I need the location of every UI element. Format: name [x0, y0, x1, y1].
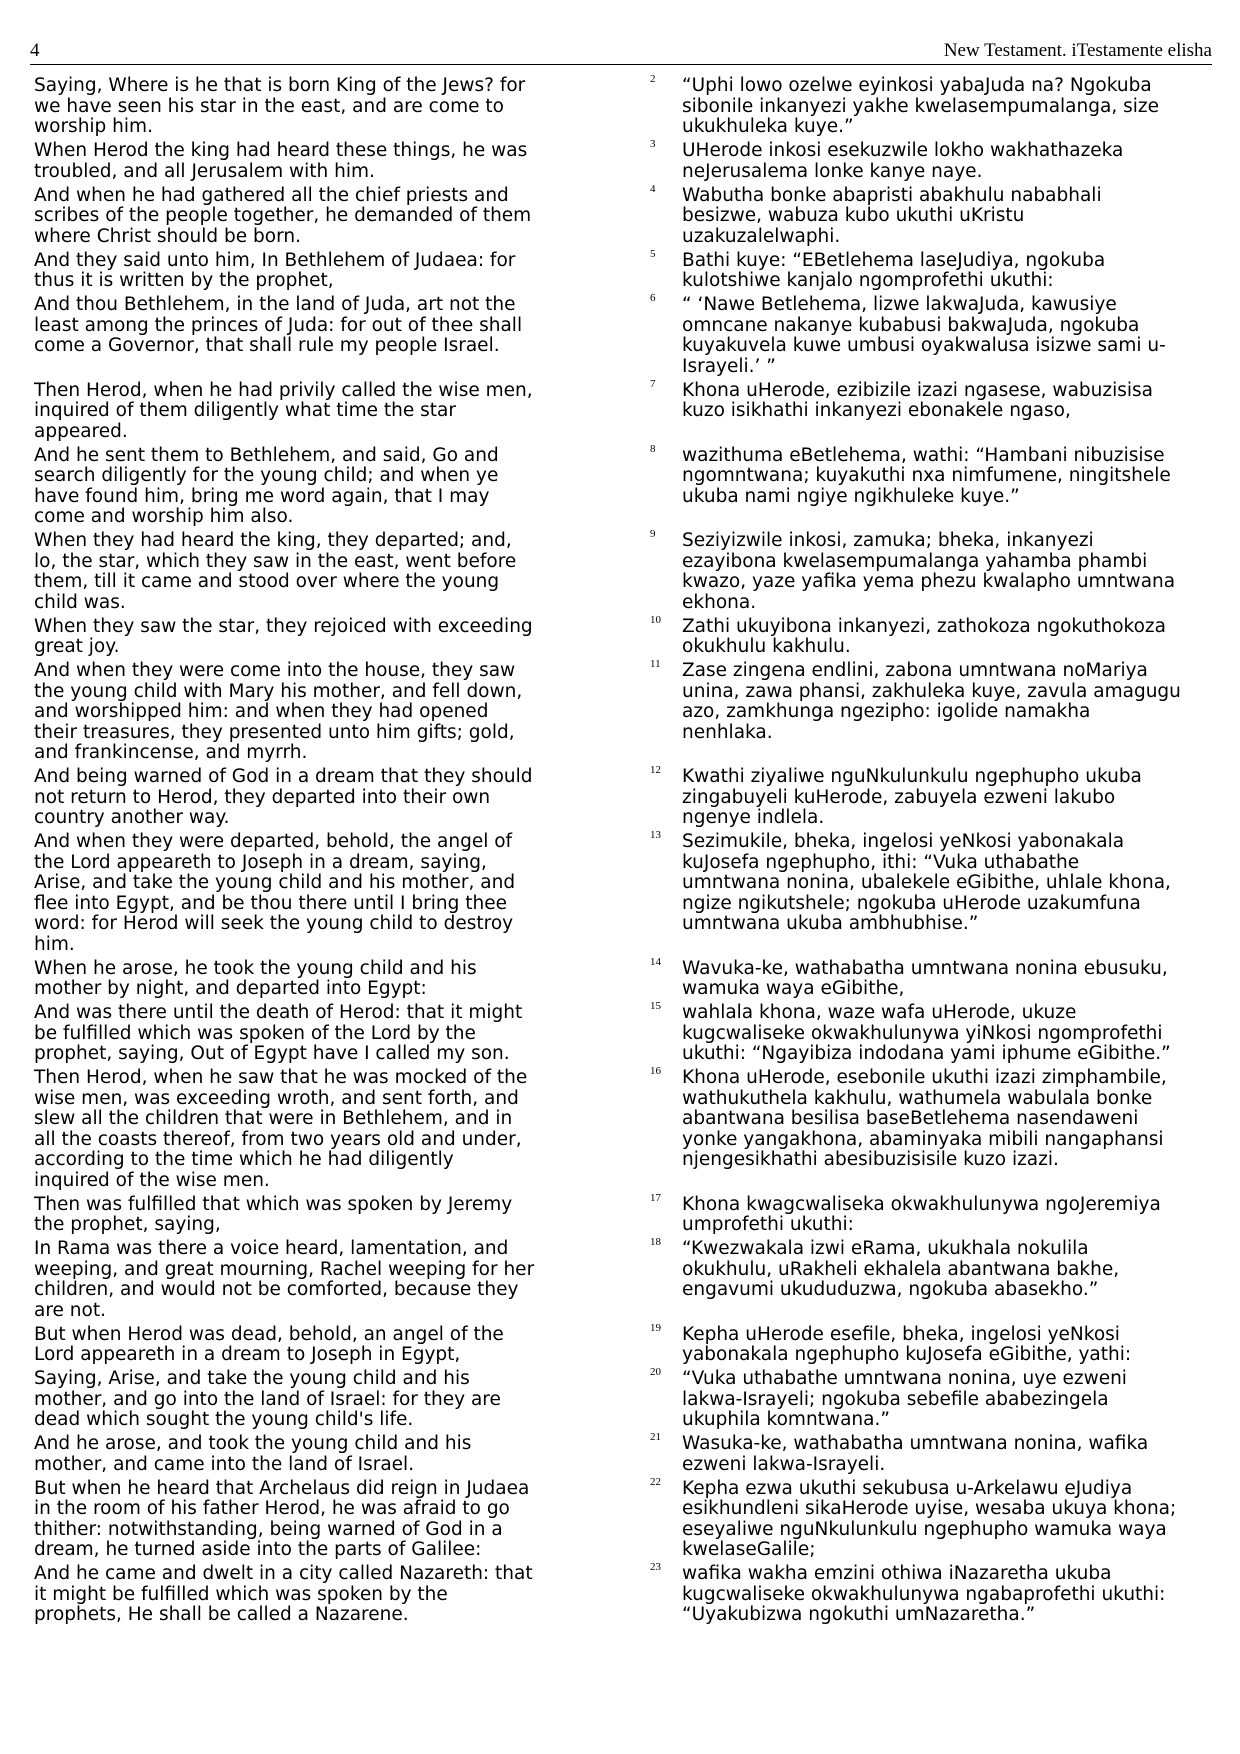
zulu-verse-text	[682, 832, 1222, 935]
english-text-line: their treasures, they presented unto him gifts; gold,	[34, 721, 515, 743]
zulu-text-line: Wabutha bonke abapristi abakhulu nababhali	[682, 184, 1102, 206]
verse-number: 13	[650, 829, 661, 841]
zulu-text-line: eseyaliwe nguNkulunkulu ngephupho wamuka waya	[682, 1518, 1167, 1540]
zulu-text-line: Seziyizwile inkosi, zamuka; bheka, inkanyezi	[682, 530, 1094, 551]
english-text-line: not return to Herod, they departed into their own	[34, 786, 491, 808]
zulu-verse-text	[682, 141, 1222, 182]
zulu-text-line: unina, zawa phansi, zakhuleka kuye, zavula amagugu	[682, 680, 1181, 702]
english-text-line: the young child with Mary his mother, and fell down,	[34, 680, 523, 702]
english-text-line: weeping, and great mourning, Rachel weeping for her	[34, 1258, 535, 1280]
english-text-line: slew all the children that were in Bethlehem, and in	[34, 1108, 513, 1129]
english-text-line: inquired of the wise men.	[34, 1169, 270, 1191]
english-verse-text	[34, 959, 632, 1000]
english-text-line: When he arose, he took the young child and his	[34, 957, 477, 979]
zulu-text-line: Wasuka-ke, wathabatha umntwana nonina, wafika	[682, 1433, 1149, 1454]
english-text-line: And when he had gathered all the chief priests and	[34, 184, 509, 206]
english-verse-text	[34, 1325, 632, 1366]
english-text-line: And they said unto him, In Bethlehem of Judaea: for	[34, 249, 516, 271]
verse-number: 20	[650, 1366, 661, 1378]
zulu-text-line: omncane nakanye kubabusi bakwaJuda, ngokuba	[682, 314, 1140, 336]
zulu-verse-text	[682, 767, 1222, 829]
zulu-text-line: umntwana ukuba ambhubhise.”	[682, 913, 979, 934]
english-text-line: we have seen his star in the east, and are come to	[34, 95, 504, 117]
zulu-verse-text	[682, 446, 1222, 508]
zulu-text-line: lakwa-Israyeli; ngokuba sebefile ababezingela	[682, 1388, 1109, 1410]
zulu-verse-text	[682, 1325, 1222, 1366]
zulu-text-line: esikhundleni sikaHerode uyise, wesaba ukuya khona;	[682, 1498, 1177, 1519]
zulu-verse-text	[682, 1369, 1222, 1431]
english-text-line: thus it is written by the prophet,	[34, 270, 334, 291]
english-verse-text	[34, 446, 632, 528]
zulu-verse-text	[682, 1564, 1222, 1626]
zulu-text-line: kuzo isikhathi inkanyezi ebonakele ngaso,	[682, 400, 1071, 421]
zulu-text-line: Sezimukile, bheka, ingelosi yeNkosi yabonakala	[682, 831, 1125, 852]
zulu-text-line: ukukhuleka kuye.”	[682, 116, 854, 137]
zulu-text-line: wathukuthela kakhulu, wathumela wabulala bonke	[682, 1087, 1153, 1109]
english-text-line: And being warned of God in a dream that they should	[34, 766, 533, 787]
english-verse-text	[34, 832, 632, 955]
verse-number: 10	[650, 613, 661, 626]
english-text-line: Arise, and take the young child and his mother, and	[34, 872, 516, 893]
zulu-verse-text	[682, 1479, 1222, 1561]
zulu-text-line: “Vuka uthabathe umntwana nonina, uye ezweni	[682, 1368, 1127, 1389]
zulu-text-line: Kepha ezwa ukuthi sekubusa u-Arkelawu eJudiya	[682, 1477, 1133, 1499]
zulu-text-line: Kwathi ziyaliwe nguNkulunkulu ngephupho ukuba	[682, 766, 1142, 787]
zulu-text-line: sibonile inkanyezi yakhe kwelasempumalanga, size	[682, 95, 1159, 117]
english-text-line: And thou Bethlehem, in the land of Juda, art not the	[34, 294, 516, 315]
zulu-text-line: umntwana nonina, ubalekele eGibithe, uhlale khona,	[682, 872, 1171, 893]
zulu-text-line: wahlala khona, waze wafa uHerode, ukuze	[682, 1002, 1077, 1023]
zulu-verse-text	[682, 617, 1222, 658]
zulu-text-line: ukuba nami ngiye ngikhuleke kuye.”	[682, 485, 1020, 507]
english-verse-text	[34, 1479, 632, 1561]
english-text-line: are not.	[34, 1299, 106, 1321]
english-verse-text	[34, 251, 632, 292]
english-verse-text	[34, 1369, 632, 1431]
zulu-text-line: kwelaseGalile;	[682, 1539, 816, 1560]
english-text-line: flee into Egypt, and be thou there until I bring thee	[34, 892, 507, 914]
zulu-text-line: ngenye indlela.	[682, 807, 825, 828]
verse-number: 7	[650, 377, 656, 390]
english-verse-text	[34, 76, 632, 138]
english-verse-text	[34, 295, 632, 357]
english-text-line: mother, and came into the land of Israel.	[34, 1453, 415, 1475]
english-text-line: and frankincense, and myrrh.	[34, 742, 308, 763]
english-text-line: Lord appeareth in a dream to Joseph in Egypt,	[34, 1344, 461, 1365]
verse-number: 5	[650, 247, 656, 260]
zulu-verse-text	[682, 251, 1222, 292]
zulu-text-line: kuyakuvela kuwe umbusi oyakwalusa isizwe sami u-	[682, 335, 1166, 356]
english-text-line: country another way.	[34, 807, 230, 828]
english-text-line: In Rama was there a voice heard, lamentation, and	[34, 1238, 509, 1259]
zulu-text-line: kugcwaliseke okwakhulunywa ngabaprofethi ukuthi:	[682, 1583, 1166, 1605]
zulu-verse-text	[682, 1239, 1222, 1301]
english-text-line: And he arose, and took the young child and his	[34, 1433, 472, 1454]
zulu-text-line: ukuphila komntwana.”	[682, 1409, 890, 1430]
english-verse-text	[34, 531, 632, 613]
zulu-verse-text	[682, 295, 1222, 377]
english-text-line: Saying, Where is he that is born King of the Jews? for	[34, 75, 526, 96]
zulu-text-line: ngize ngikutshele; ngokuba uHerode uzakumfuna	[682, 892, 1141, 914]
english-text-line: lo, the star, which they saw in the east, went before	[34, 550, 517, 572]
english-text-line: least among the princes of Juda: for out of thee shall	[34, 314, 523, 336]
english-text-line: Then Herod, when he had privily called the wise men,	[34, 379, 533, 401]
english-verse-text	[34, 186, 632, 248]
english-verse-text	[34, 1564, 632, 1626]
english-text-line: dream, he turned aside into the parts of Galilee:	[34, 1539, 482, 1560]
english-text-line: great joy.	[34, 636, 120, 657]
zulu-verse-text	[682, 186, 1222, 248]
english-verse-text	[34, 1239, 632, 1321]
zulu-text-line: kuJosefa ngephupho, ithi: “Vuka uthabathe	[682, 851, 1080, 873]
english-text-line: have found him, bring me word again, that I may	[34, 485, 490, 507]
english-text-line: prophet, saying, Out of Egypt have I called my son.	[34, 1043, 510, 1064]
zulu-verse-text	[682, 1195, 1222, 1236]
zulu-text-line: Wavuka-ke, wathabatha umntwana nonina ebusuku,	[682, 957, 1168, 979]
zulu-text-line: ukuthi: “Ngayibiza indodana yami iphume eGibithe.”	[682, 1043, 1171, 1064]
zulu-text-line: kugcwaliseke okwakhulunywa yiNkosi ngomprofethi	[682, 1022, 1163, 1044]
zulu-text-line: wazithuma eBetlehema, wathi: “Hambani nibuzisise	[682, 444, 1165, 466]
zulu-text-line: wafika wakha emzini othiwa iNazaretha ukuba	[682, 1563, 1112, 1584]
zulu-text-line: Zase zingena endlini, zabona umntwana noMariya	[682, 660, 1148, 681]
verse-number: 2	[650, 73, 656, 85]
verse-number: 6	[650, 292, 656, 304]
english-text-line: come and worship him also.	[34, 506, 294, 527]
english-text-line: in the room of his father Herod, he was afraid to go	[34, 1498, 510, 1519]
english-text-line: and worshipped him: and when they had opened	[34, 701, 489, 722]
english-text-line: be fulfilled which was spoken of the Lord by the	[34, 1022, 476, 1044]
zulu-text-line: yabonakala ngephupho kuJosefa eGibithe, yathi:	[682, 1344, 1132, 1365]
english-text-line: mother by night, and departed into Egypt:	[34, 978, 427, 999]
english-verse-text	[34, 617, 632, 658]
zulu-text-line: uzakuzalelwaphi.	[682, 225, 841, 247]
english-text-line: him.	[34, 933, 75, 955]
english-text-line: When Herod the king had heard these things, he was	[34, 140, 528, 161]
english-text-line: child was.	[34, 591, 126, 613]
english-verse-text	[34, 1068, 632, 1191]
english-text-line: When they had heard the king, they departed; and,	[34, 530, 512, 551]
zulu-text-line: besizwe, wabuza kubo ukuthi uKristu	[682, 205, 1025, 226]
verse-number: 17	[650, 1191, 661, 1204]
english-text-line: And was there until the death of Herod: that it might	[34, 1002, 523, 1023]
english-verse-text	[34, 661, 632, 764]
english-text-line: all the coasts thereof, from two years old and under,	[34, 1128, 522, 1150]
english-text-line: appeared.	[34, 420, 128, 442]
page-header	[30, 34, 1212, 65]
zulu-verse-text	[682, 1068, 1222, 1171]
zulu-text-line: nenhlaka.	[682, 721, 773, 743]
english-text-line: And he sent them to Bethlehem, and said, Go and	[34, 444, 499, 466]
english-text-line: Then was fulfilled that which was spoken by Jeremy	[34, 1193, 513, 1215]
document-page	[30, 34, 1212, 1734]
english-verse-text	[34, 767, 632, 829]
english-text-line: But when he heard that Archelaus did reign in Judaea	[34, 1477, 530, 1499]
english-text-line: worship him.	[34, 116, 153, 137]
zulu-text-line: “ ‘Nawe Betlehema, lizwe lakwaJuda, kawusiye	[682, 294, 1117, 315]
zulu-text-line: neJerusalema lonke kanye naye.	[682, 160, 983, 182]
english-text-line: it might be fulfilled which was spoken by the	[34, 1583, 448, 1605]
running-title: New Testament. iTestamente elisha	[943, 40, 1212, 61]
zulu-text-line: Israyeli.’ ”	[682, 355, 776, 377]
zulu-text-line: engavumi ukududuzwa, ngokuba abasekho.”	[682, 1279, 1099, 1300]
zulu-text-line: kwazo, yaze yafika yema phezu kwalapho umntwana	[682, 571, 1176, 592]
zulu-text-line: wamuka waya eGibithe,	[682, 978, 905, 999]
zulu-text-line: umprofethi ukuthi:	[682, 1214, 854, 1235]
english-verse-text	[34, 381, 632, 443]
english-text-line: them, till it came and stood over where the young	[34, 571, 500, 592]
zulu-text-line: okukhulu kakhulu.	[682, 636, 851, 657]
english-verse-text	[34, 1434, 632, 1475]
zulu-verse-text	[682, 959, 1222, 1000]
verse-number: 18	[650, 1236, 661, 1248]
zulu-text-line: UHerode inkosi esekuzwile lokho wakhathazeka	[682, 140, 1124, 161]
zulu-text-line: “Kwezwakala izwi eRama, ukukhala nokulila	[682, 1238, 1089, 1259]
zulu-text-line: abantwana besilisa baseBetlehema nasendaweni	[682, 1108, 1139, 1129]
verse-number: 23	[650, 1561, 661, 1573]
english-verse-text	[34, 141, 632, 182]
zulu-verse-text	[682, 1434, 1222, 1475]
zulu-text-line: njengesikhathi abesibuzisisile kuzo izazi.	[682, 1149, 1059, 1170]
zulu-verse-text	[682, 531, 1222, 613]
zulu-text-line: zingabuyeli kuHerode, zabuyela ezweni lakubo	[682, 786, 1116, 808]
english-text-line: prophets, He shall be called a Nazarene.	[34, 1604, 409, 1625]
verse-number: 9	[650, 528, 656, 540]
zulu-text-line: Zathi ukuyibona inkanyezi, zathokoza ngokuthokoza	[682, 615, 1166, 637]
verse-number: 14	[650, 955, 661, 968]
zulu-text-line: ekhona.	[682, 591, 757, 613]
english-text-line: And when they were departed, behold, the angel of	[34, 831, 513, 852]
english-text-line: Saying, Arise, and take the young child and his	[34, 1368, 470, 1389]
verse-number: 11	[650, 658, 661, 670]
zulu-text-line: “Uyakubizwa ngokuthi umNazaretha.”	[682, 1604, 1036, 1625]
zulu-text-line: ezweni lakwa-Israyeli.	[682, 1453, 886, 1475]
english-text-line: And when they were come into the house, they saw	[34, 660, 516, 681]
english-text-line: When they saw the star, they rejoiced with exceeding	[34, 615, 533, 637]
english-text-line: the Lord appeareth to Joseph in a dream, saying,	[34, 851, 487, 873]
english-text-line: search diligently for the young child; and when ye	[34, 465, 499, 486]
zulu-text-line: kulotshiwe kanjalo ngomprofethi ukuthi:	[682, 270, 1054, 291]
verse-number: 8	[650, 442, 656, 455]
english-text-line: Then Herod, when he saw that he was mocked of the	[34, 1067, 528, 1088]
english-text-line: word: for Herod will seek the young child to destroy	[34, 913, 514, 934]
english-text-line: dead which sought the young child's life.	[34, 1409, 414, 1430]
english-text-line: And he came and dwelt in a city called Nazareth: that	[34, 1563, 533, 1584]
verse-number: 4	[650, 182, 656, 195]
zulu-text-line: okukhulu, uRakheli ekhalela abantwana bakhe,	[682, 1258, 1120, 1280]
verse-number: 3	[650, 138, 656, 150]
verse-number: 19	[650, 1321, 661, 1334]
english-text-line: thither: notwithstanding, being warned of God in a	[34, 1518, 503, 1540]
zulu-text-line: Bathi kuye: “EBetlehema laseJudiya, ngokuba	[682, 249, 1106, 271]
english-text-line: inquired of them diligently what time the star	[34, 400, 456, 421]
zulu-text-line: Khona kwagcwaliseka okwakhulunywa ngoJeremiya	[682, 1193, 1161, 1215]
zulu-verse-text	[682, 661, 1222, 743]
zulu-text-line: ezayibona kwelasempumalanga yahamba phambi	[682, 550, 1148, 572]
english-text-line: But when Herod was dead, behold, an angel of the	[34, 1323, 504, 1345]
english-text-line: troubled, and all Jerusalem with him.	[34, 160, 375, 182]
verse-number: 15	[650, 1000, 661, 1012]
english-verse-text	[34, 1195, 632, 1236]
zulu-text-line: “Uphi lowo ozelwe eyinkosi yabaJuda na? Ngokuba	[682, 75, 1152, 96]
zulu-text-line: Kepha uHerode esefile, bheka, ingelosi yeNkosi	[682, 1323, 1120, 1345]
verse-number: 22	[650, 1475, 661, 1488]
verse-number: 21	[650, 1431, 661, 1443]
zulu-text-line: Khona uHerode, esebonile ukuthi izazi zimphambile,	[682, 1067, 1167, 1088]
english-text-line: where Christ should be born.	[34, 225, 301, 247]
english-text-line: scribes of the people together, he demanded of them	[34, 205, 532, 226]
english-text-line: mother, and go into the land of Israel: for they are	[34, 1388, 501, 1410]
english-text-line: wise men, was exceeding wroth, and sent forth, and	[34, 1087, 519, 1109]
english-verse-text	[34, 1003, 632, 1065]
english-text-line: the prophet, saying,	[34, 1214, 221, 1235]
page-number: 4	[30, 40, 40, 61]
zulu-verse-text	[682, 76, 1222, 138]
zulu-text-line: azo, zamkhunga ngezipho: igolide namakha	[682, 701, 1091, 722]
zulu-verse-text	[682, 1003, 1222, 1065]
zulu-text-line: Khona uHerode, ezibizile izazi ngasese, wabuzisisa	[682, 379, 1153, 401]
english-text-line: according to the time which he had diligently	[34, 1149, 454, 1170]
english-text-line: come a Governor, that shall rule my people Israel.	[34, 335, 500, 356]
english-text-line: children, and would not be comforted, because they	[34, 1279, 519, 1300]
zulu-verse-text	[682, 381, 1222, 422]
verse-number: 16	[650, 1065, 661, 1077]
verse-number: 12	[650, 764, 661, 776]
zulu-text-line: ngomntwana; kuyakuthi nxa nimfumene, ningitshele	[682, 465, 1171, 486]
zulu-text-line: yonke yangakhona, abaminyaka mibili nangaphansi	[682, 1128, 1164, 1150]
